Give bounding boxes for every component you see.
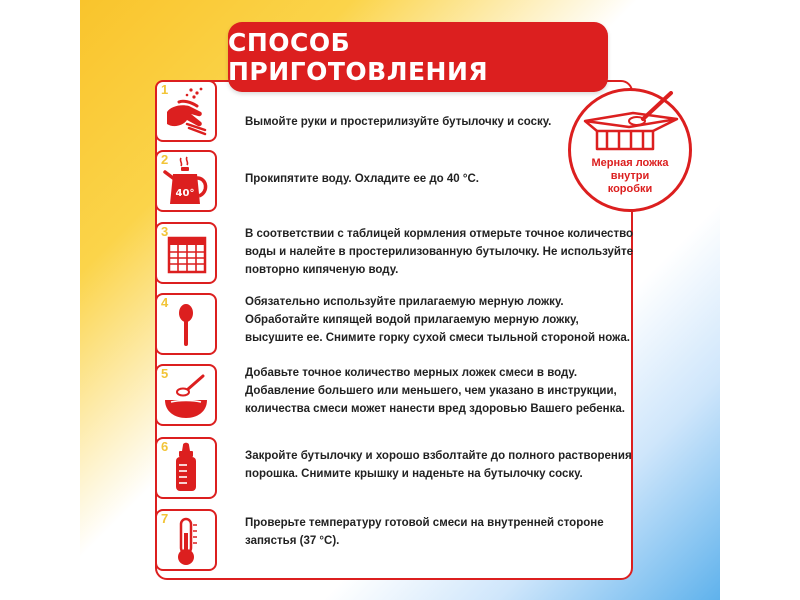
step-text <box>245 113 625 131</box>
spoon-note-text <box>571 157 689 196</box>
step-number: 7 <box>161 511 169 526</box>
step-text <box>245 170 625 188</box>
washing-hands-icon <box>157 82 215 140</box>
step-text-line: Добавьте точное количество мерных ложек смеси в воду. <box>245 367 578 379</box>
step-number: 1 <box>161 82 169 97</box>
spoon-note-line: коробки <box>607 183 653 195</box>
step-text-line: Закройте бутылочку и хорошо взболтайте до полного растворения <box>245 450 632 462</box>
step-text-line: В соответствии с таблицей кормления отмерьте точное количество <box>245 228 634 240</box>
step-number: 2 <box>161 152 169 167</box>
step-text <box>245 364 625 418</box>
page-title: СПОСОБ ПРИГОТОВЛЕНИЯ <box>228 22 608 92</box>
step-text <box>245 293 630 347</box>
step-icon-box <box>155 509 217 571</box>
step-text-line: количества смеси может нанести вред здоровью Вашего ребенка. <box>245 403 625 415</box>
step-icon-box <box>155 80 217 142</box>
step-text <box>245 447 632 483</box>
step-text <box>245 514 625 550</box>
feeding-table-icon <box>157 224 215 282</box>
step-text-line: Обработайте кипящей водой прилагаемую мерную ложку, <box>245 314 579 326</box>
step-text-line: Добавление большего или меньшего, чем указано в инструкции, <box>245 385 617 397</box>
step-icon-box <box>155 364 217 426</box>
spoon-note-line: внутри <box>610 170 650 182</box>
step-number: 5 <box>161 366 169 381</box>
step-text-line: Проверьте температуру готовой смеси на внутренней стороне <box>245 517 604 529</box>
step-number: 6 <box>161 439 169 454</box>
step-icon-box <box>155 150 217 212</box>
step-text-line: Вымойте руки и простерилизуйте бутылочку и соску. <box>245 116 552 128</box>
bowl-spoon-icon <box>157 366 215 424</box>
step-text <box>245 225 634 279</box>
spoon-callout <box>568 88 692 212</box>
step-text-line: высушите ее. Снимите горку сухой смеси тыльной стороной ножа. <box>245 332 630 344</box>
measuring-spoon-icon <box>157 295 215 353</box>
spoon-note-line: Мерная ложка <box>591 157 669 169</box>
step-text-line: запястья (37 °C). <box>245 535 340 547</box>
kettle-icon <box>157 152 215 210</box>
baby-bottle-icon <box>157 439 215 497</box>
step-text-line: воды и налейте в простерилизованную бутылочку. Не используйте <box>245 246 634 258</box>
thermometer-icon <box>157 511 215 569</box>
step-icon-box <box>155 222 217 284</box>
step-text-line: повторно кипяченую воду. <box>245 264 399 276</box>
kettle-temp-label: 40° <box>175 188 195 199</box>
step-text-line: Прокипятите воду. Охладите ее до 40 °C. <box>245 173 479 185</box>
step-number: 4 <box>161 295 169 310</box>
step-text-line: порошка. Снимите крышку и наденьте на бутылочку соску. <box>245 468 583 480</box>
step-number: 3 <box>161 224 169 239</box>
step-icon-box <box>155 293 217 355</box>
step-text-line: Обязательно используйте прилагаемую мерную ложку. <box>245 296 564 308</box>
step-icon-box <box>155 437 217 499</box>
